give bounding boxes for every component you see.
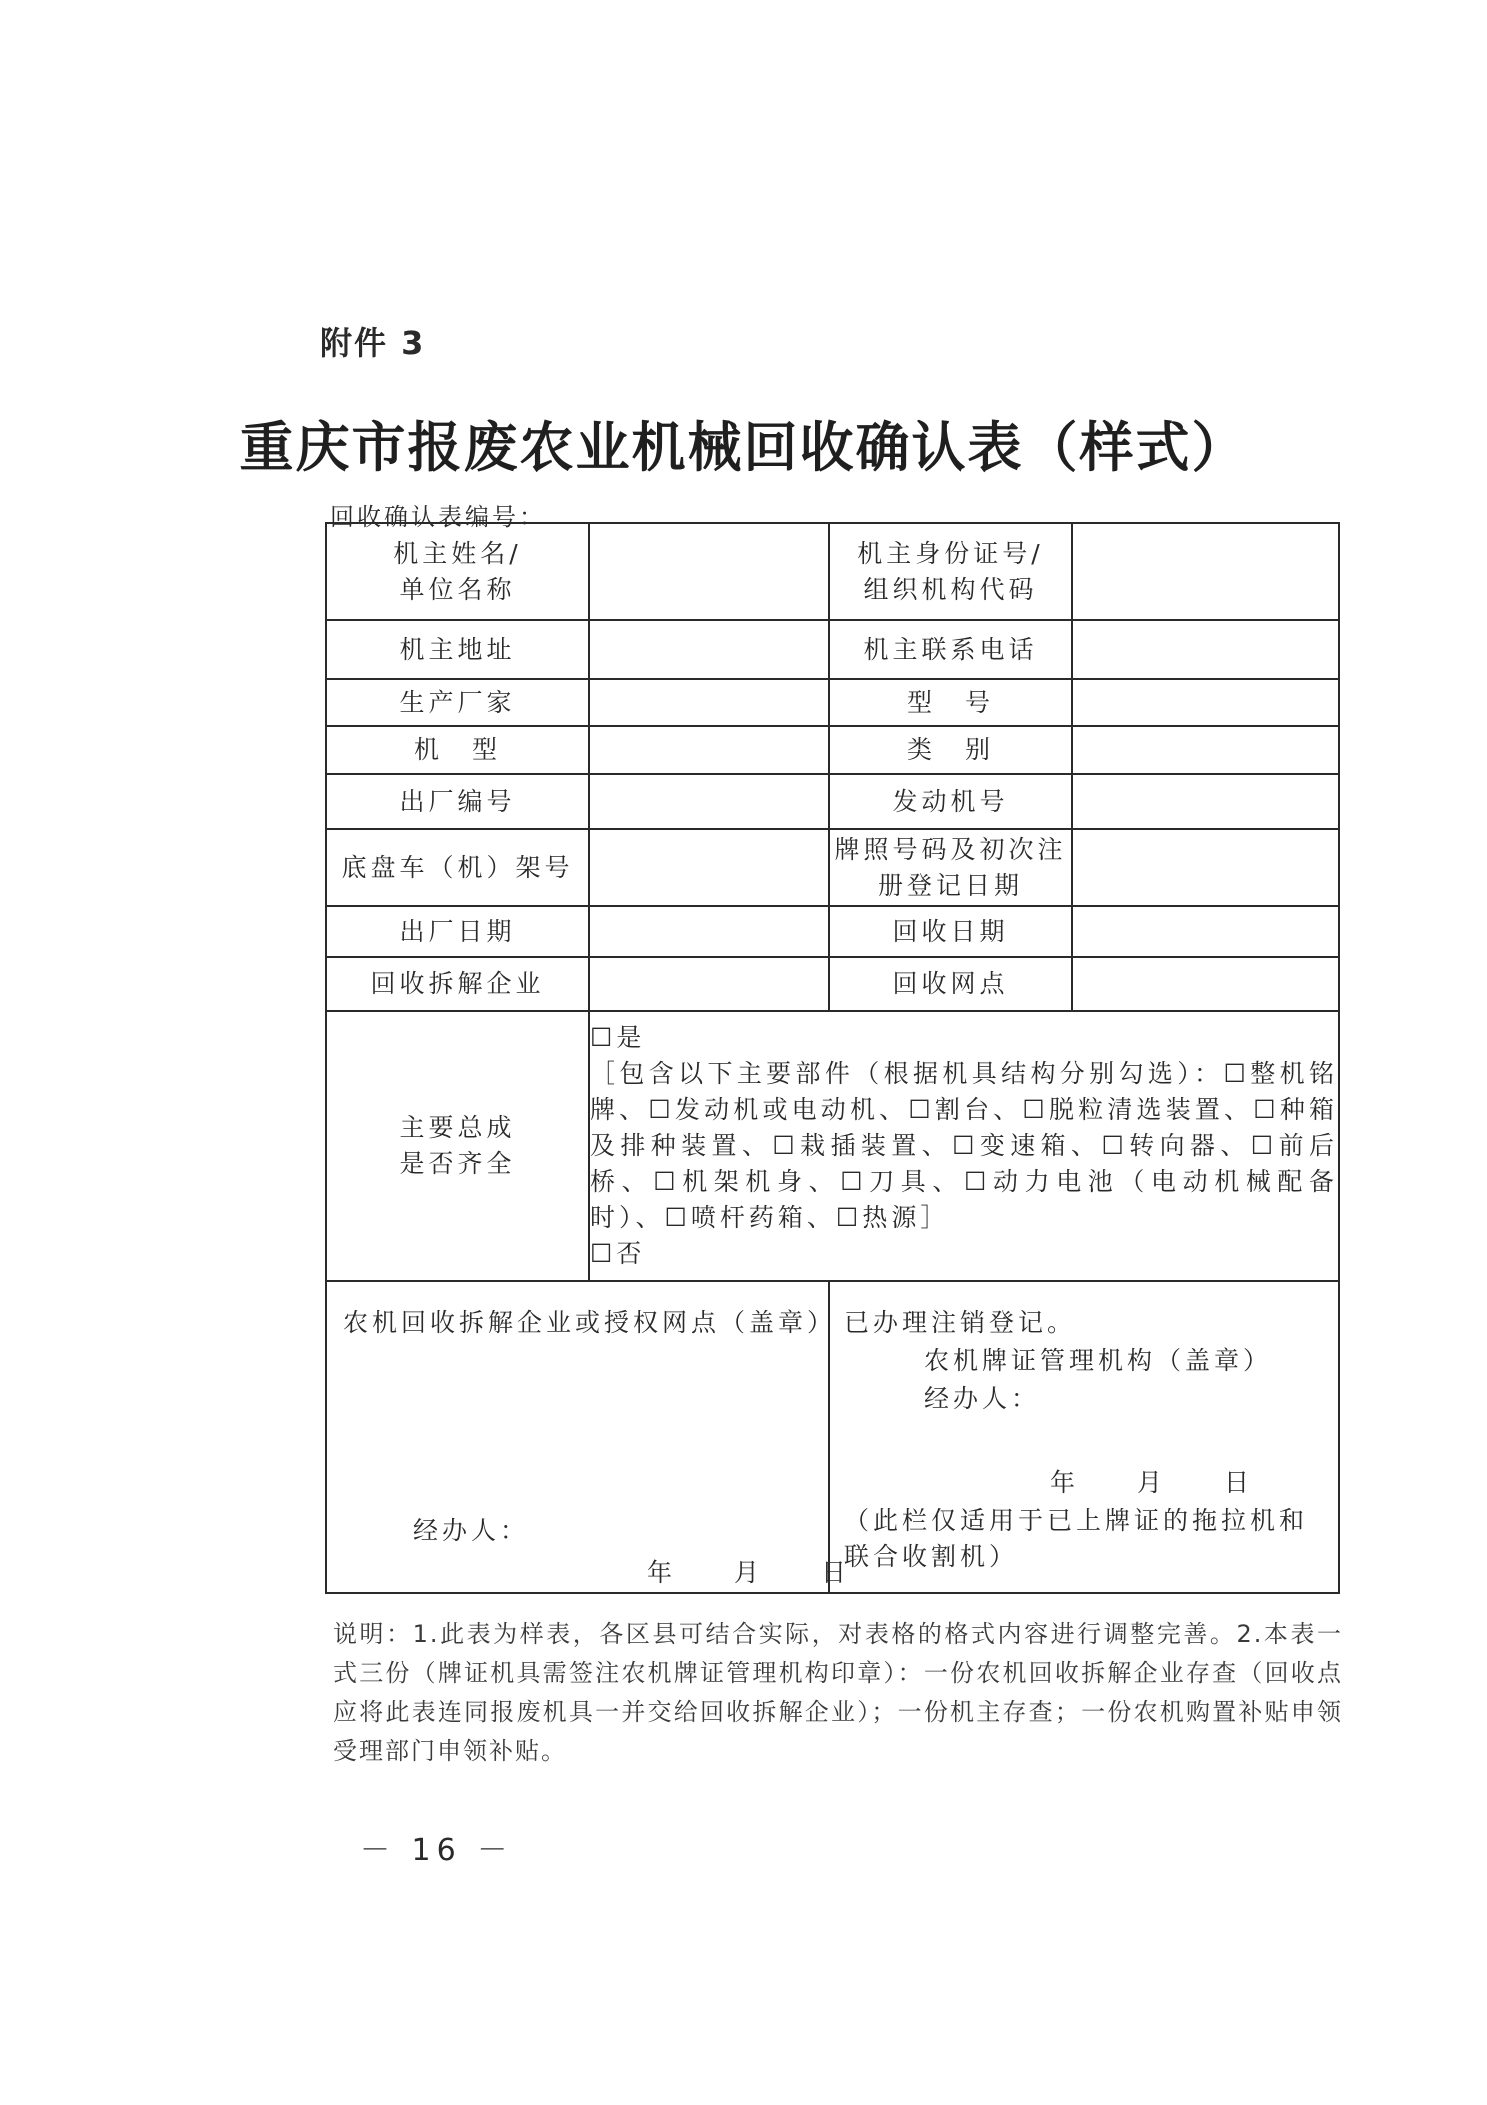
category-field[interactable]	[1072, 726, 1339, 774]
plate-registration-field[interactable]	[1072, 829, 1339, 906]
form-number-label: 回收确认表编号：	[330, 503, 546, 531]
recycle-date-label: 回收日期	[829, 906, 1072, 957]
machine-type-label: 机 型	[326, 726, 589, 774]
dismantling-company-field[interactable]	[589, 957, 829, 1011]
authority-date-label: 年 月 日	[1050, 1468, 1254, 1497]
recycle-point-field[interactable]	[1072, 957, 1339, 1011]
serial-number-label: 出厂编号	[326, 774, 589, 829]
page-number: － 16 －	[360, 1833, 514, 1868]
company-signature-cell	[326, 1281, 851, 1593]
license-authority-cell	[829, 1281, 1339, 1593]
table-row	[326, 829, 1339, 906]
recycling-confirmation-table	[325, 522, 1340, 1594]
table-row	[326, 1011, 1339, 1281]
owner-name-label: 机主姓名/ 单位名称	[326, 523, 589, 620]
no-checkbox[interactable]: ☐否	[590, 1239, 646, 1268]
recycle-point-label: 回收网点	[829, 957, 1072, 1011]
engine-number-field[interactable]	[1072, 774, 1339, 829]
company-date-label: 年 月 日	[647, 1558, 851, 1587]
table-row	[326, 1281, 1339, 1593]
model-label: 型 号	[829, 679, 1072, 726]
engine-number-label: 发动机号	[829, 774, 1072, 829]
company-handler-label: 经办人：	[413, 1516, 530, 1545]
owner-id-field[interactable]	[1072, 523, 1339, 620]
recycle-date-field[interactable]	[1072, 906, 1339, 957]
yes-checkbox[interactable]: ☐是	[590, 1023, 646, 1052]
manufacturer-field[interactable]	[589, 679, 829, 726]
chassis-number-field[interactable]	[589, 829, 829, 906]
owner-name-field[interactable]	[589, 523, 829, 620]
model-field[interactable]	[1072, 679, 1339, 726]
owner-id-label: 机主身份证号/ 组织机构代码	[829, 523, 1072, 620]
table-row	[326, 774, 1339, 829]
company-seal-label: 农机回收拆解企业或授权网点（盖章）	[343, 1308, 837, 1337]
serial-number-field[interactable]	[589, 774, 829, 829]
components-complete-label: 主要总成 是否齐全	[326, 1011, 589, 1281]
deregistered-text: 已办理注销登记。	[844, 1308, 1077, 1337]
table-row	[326, 620, 1339, 679]
owner-address-label: 机主地址	[326, 620, 589, 679]
manufacture-date-label: 出厂日期	[326, 906, 589, 957]
authority-handler-label: 经办人：	[924, 1384, 1041, 1413]
authority-applicability-note: （此栏仅适用于已上牌证的拖拉机和联合收割机）	[844, 1506, 1309, 1571]
owner-phone-field[interactable]	[1072, 620, 1339, 679]
table-row	[326, 906, 1339, 957]
table-row	[326, 679, 1339, 726]
plate-registration-label: 牌照号码及初次注 册登记日期	[829, 829, 1072, 906]
manufacturer-label: 生产厂家	[326, 679, 589, 726]
category-label: 类 别	[829, 726, 1072, 774]
attachment-label: 附件 3	[320, 324, 426, 362]
manufacture-date-field[interactable]	[589, 906, 829, 957]
dismantling-company-label: 回收拆解企业	[326, 957, 589, 1011]
components-detail: ［包含以下主要部件（根据机具结构分别勾选）：☐整机铭牌、☐发动机或电动机、☐割台、☐脱粒清选装置、☐种箱及排种装置、☐栽插装置、☐变速箱、☐转向器、☐前后桥、☐机架机身、☐刀具、☐动力电池（电动机械配备时）、☐喷杆药箱、☐热源］	[590, 1059, 1338, 1232]
form-title: 重庆市报废农业机械回收确认表（样式）	[239, 415, 1248, 479]
table-row	[326, 523, 1339, 620]
license-authority-seal-label: 农机牌证管理机构（盖章）	[924, 1346, 1273, 1375]
explanation-notes: 说明：1.此表为样表，各区县可结合实际，对表格的格式内容进行调整完善。2.本表一式三份（牌证机具需签注农机牌证管理机构印章）：一份农机回收拆解企业存查（回收点应将此表连同报废机具一并交给回收拆解企业）；一份机主存查；一份农机购置补贴申领受理部门申领补贴。	[333, 1620, 1343, 1765]
machine-type-field[interactable]	[589, 726, 829, 774]
owner-address-field[interactable]	[589, 620, 829, 679]
table-row	[326, 726, 1339, 774]
components-checklist	[589, 1011, 1339, 1281]
chassis-number-label: 底盘车（机）架号	[326, 829, 589, 906]
owner-phone-label: 机主联系电话	[829, 620, 1072, 679]
table-row	[326, 957, 1339, 1011]
